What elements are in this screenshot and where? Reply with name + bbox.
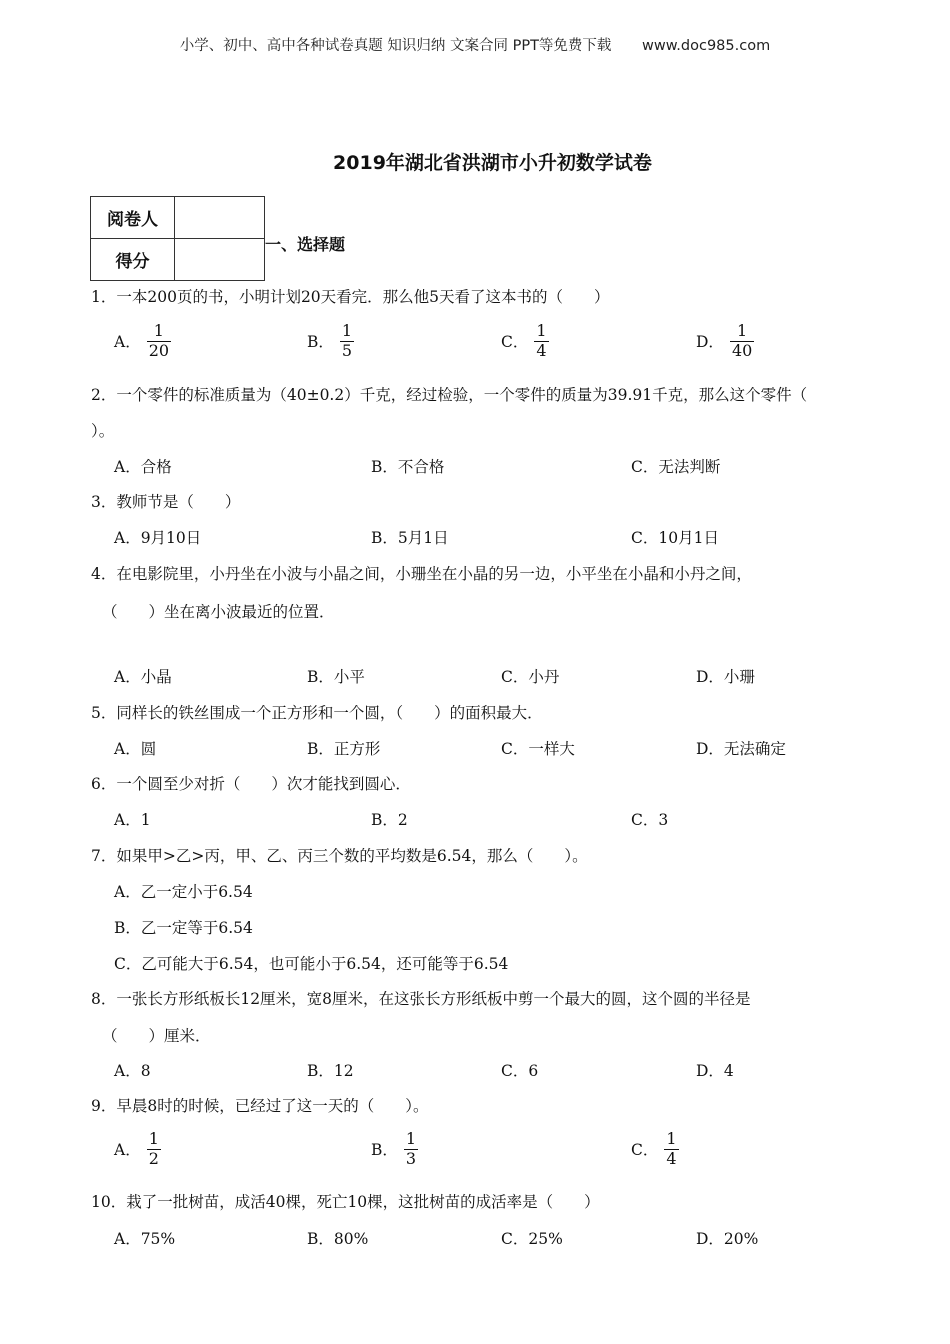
option-6a[interactable]: A．1 xyxy=(114,811,151,829)
option-8d[interactable]: D．4 xyxy=(696,1062,734,1080)
option-3a[interactable]: A．9月10日 xyxy=(114,529,202,547)
option-5a[interactable]: A．圆 xyxy=(114,740,157,758)
page-header xyxy=(0,34,950,55)
option-5c[interactable]: C．一样大 xyxy=(501,740,575,758)
option-3b[interactable]: B．5月1日 xyxy=(371,529,449,547)
option-10a[interactable]: A．75% xyxy=(114,1230,176,1248)
score-field xyxy=(175,239,265,281)
option-letter: A． xyxy=(114,333,141,352)
fraction: $\frac{1}{40}$ xyxy=(731,321,753,360)
fraction: $\frac{1}{20}$ xyxy=(148,321,170,360)
option-7a[interactable]: A．乙一定小于6.54 xyxy=(114,883,253,901)
option-10c[interactable]: C．25% xyxy=(501,1230,563,1248)
question-1: 1．一本200页的书，小明计划20天看完．那么他5天看了这本书的（ ） xyxy=(91,288,610,306)
question-3: 3．教师节是（ ） xyxy=(91,493,241,511)
question-4: 4．在电影院里，小丹坐在小波与小晶之间，小珊坐在小晶的另一边，小平坐在小晶和小丹之间， xyxy=(91,565,752,583)
question-4-cont: （ ）坐在离小波最近的位置． xyxy=(102,603,335,621)
option-5d[interactable]: D．无法确定 xyxy=(696,740,786,758)
fraction: $\frac{1}{4}$ xyxy=(536,321,547,360)
option-letter: C． xyxy=(501,333,529,352)
option-9c[interactable] xyxy=(631,1131,679,1168)
option-4a[interactable]: A．小晶 xyxy=(114,668,172,686)
option-10d[interactable]: D．20% xyxy=(696,1230,759,1248)
option-3c[interactable]: C．10月1日 xyxy=(631,529,719,547)
option-letter: D． xyxy=(696,333,724,352)
header-text: 小学、初中、高中各种试卷真题 知识归纳 文案合同 PPT等免费下载 xyxy=(179,38,612,54)
fraction: $\frac{1}{5}$ xyxy=(341,321,353,360)
option-7b[interactable]: B．乙一定等于6.54 xyxy=(114,919,253,937)
option-6b[interactable]: B．2 xyxy=(371,811,408,829)
header-url[interactable]: www.doc985.com xyxy=(642,38,771,54)
question-8: 8．一张长方形纸板长12厘米，宽8厘米，在这张长方形纸板中剪一个最大的圆，这个圆的半径是 xyxy=(91,990,751,1008)
grader-field xyxy=(175,197,265,239)
option-8a[interactable]: A．8 xyxy=(114,1062,151,1080)
option-8b[interactable]: B．12 xyxy=(307,1062,354,1080)
option-1b[interactable] xyxy=(307,323,354,360)
option-1c[interactable] xyxy=(501,323,549,360)
option-4c[interactable]: C．小丹 xyxy=(501,668,560,686)
question-8-cont: （ ）厘米． xyxy=(102,1027,211,1045)
question-7: 7．如果甲>乙>丙，甲、乙、丙三个数的平均数是6.54，那么（ ）。 xyxy=(91,847,588,865)
question-10: 10．栽了一批树苗，成活40棵，死亡10棵，这批树苗的成活率是（ ） xyxy=(91,1193,600,1211)
option-7c[interactable]: C．乙可能大于6.54，也可能小于6.54，还可能等于6.54 xyxy=(114,955,509,973)
option-6c[interactable]: C．3 xyxy=(631,811,669,829)
option-2c[interactable]: C．无法判断 xyxy=(631,458,721,476)
fraction: $\frac{1}{4}$ xyxy=(666,1129,677,1168)
question-6: 6．一个圆至少对折（ ）次才能找到圆心． xyxy=(91,775,411,793)
option-letter: C． xyxy=(631,1141,659,1160)
option-5b[interactable]: B．正方形 xyxy=(307,740,381,758)
option-letter: A． xyxy=(114,1141,141,1160)
option-2b[interactable]: B．不合格 xyxy=(371,458,445,476)
option-4d[interactable]: D．小珊 xyxy=(696,668,755,686)
option-4b[interactable]: B．小平 xyxy=(307,668,365,686)
question-5: 5．同样长的铁丝围成一个正方形和一个圆，（ ）的面积最大． xyxy=(91,704,543,722)
question-9: 9．早晨8时的时候，已经过了这一天的（ ）。 xyxy=(91,1097,429,1115)
option-letter: B． xyxy=(371,1141,398,1160)
option-9b[interactable] xyxy=(371,1131,418,1168)
option-2a[interactable]: A．合格 xyxy=(114,458,172,476)
fraction: $\frac{1}{2}$ xyxy=(148,1129,159,1168)
page-title: 2019年湖北省洪湖市小升初数学试卷 xyxy=(333,152,652,174)
question-2-cont: ）。 xyxy=(91,422,115,440)
grader-label: 阅卷人 xyxy=(91,197,175,239)
option-8c[interactable]: C．6 xyxy=(501,1062,539,1080)
option-letter: B． xyxy=(307,333,334,352)
option-10b[interactable]: B．80% xyxy=(307,1230,369,1248)
option-1d[interactable] xyxy=(696,323,754,360)
score-table xyxy=(90,196,265,281)
option-9a[interactable] xyxy=(114,1131,161,1168)
option-1a[interactable] xyxy=(114,323,171,360)
question-2: 2．一个零件的标准质量为（40±0.2）千克，经过检验，一个零件的质量为39.91千克，那么这个零件（ xyxy=(91,386,808,404)
score-label: 得分 xyxy=(91,239,175,281)
fraction: $\frac{1}{3}$ xyxy=(405,1129,417,1168)
section-heading: 一、选择题 xyxy=(265,235,346,254)
